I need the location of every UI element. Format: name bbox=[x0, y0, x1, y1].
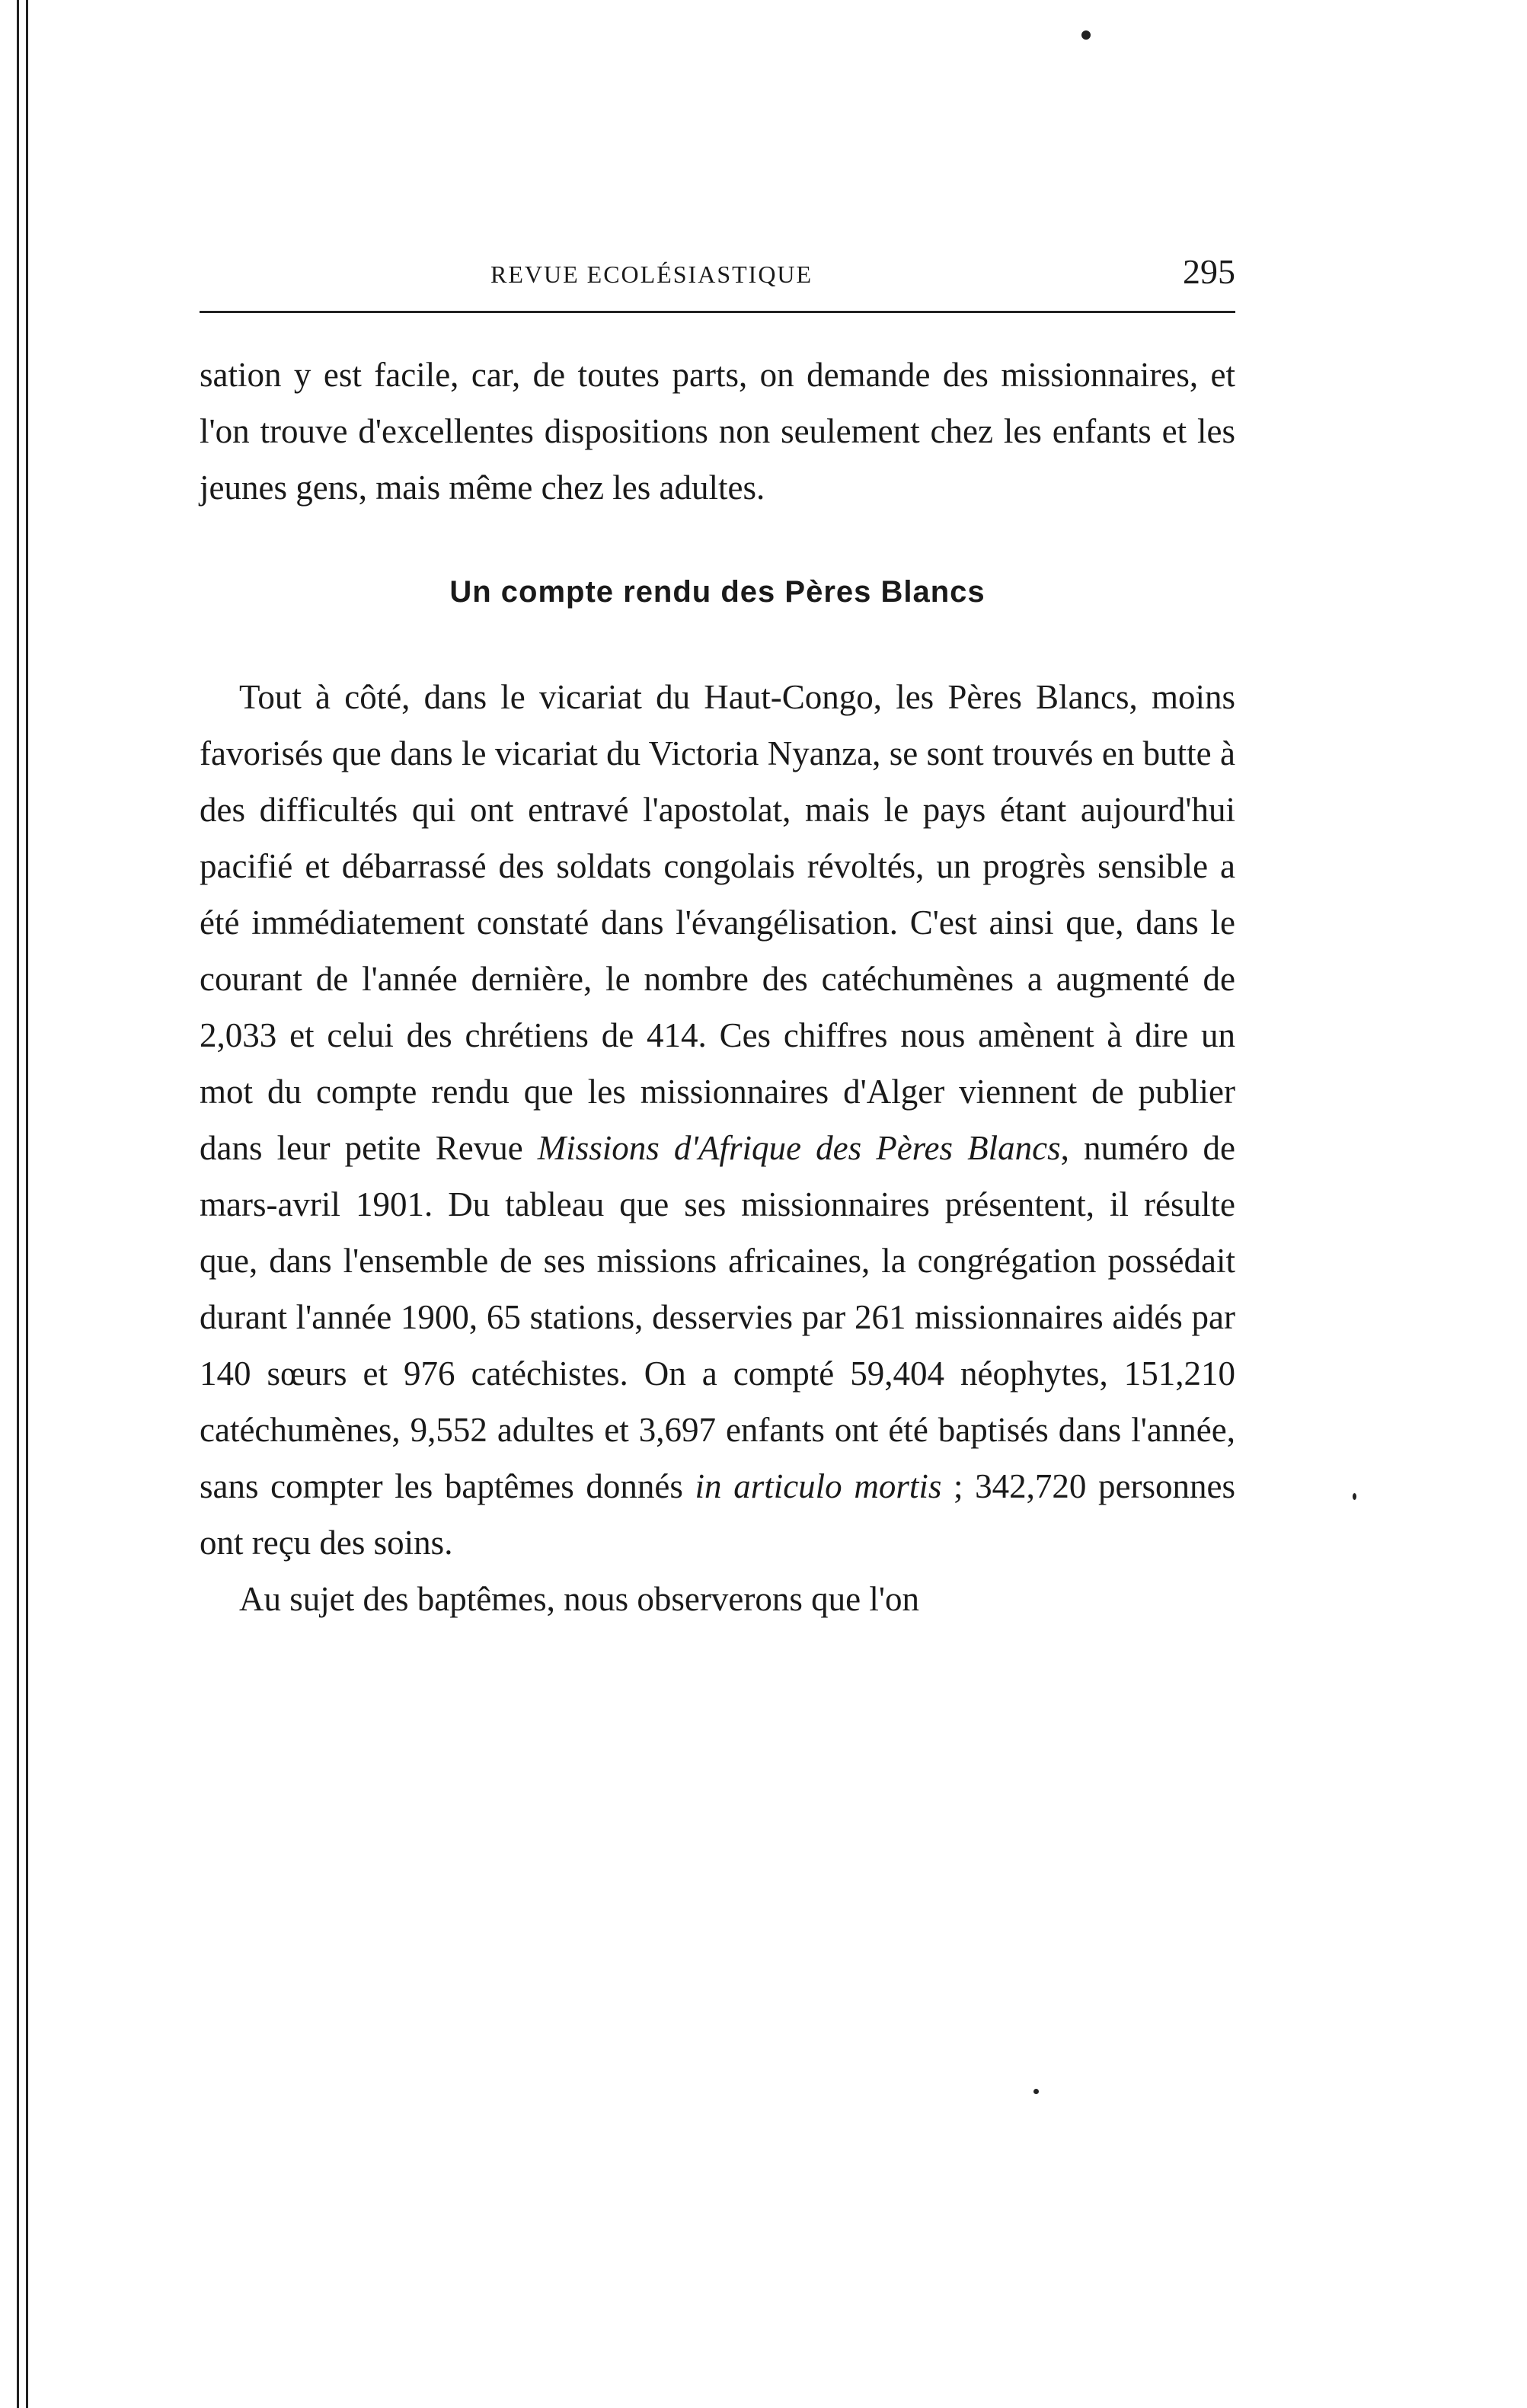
section-heading: Un compte rendu des Pères Blancs bbox=[449, 575, 986, 609]
binding-edge-line-1 bbox=[17, 0, 19, 2408]
paragraph-text: , numéro de mars-avril 1901. Du tableau que ses missionnaires présentent, il résulte que, dans l'ensemble de ses missions africaines, la congrégation possédait durant l'année 1900, 65 stations, desservies par 261 missionnaires aidés par 140 sœurs et 976 catéchistes. On a compté 59,404 néophytes, 151,210 catéchumènes, 9,552 adultes et 3,697 enfants ont été baptisés dans l'année, sans compter les baptêmes donnés bbox=[200, 1129, 1236, 1505]
latin-phrase: in articulo mortis bbox=[695, 1467, 942, 1505]
paragraph-text: ; 342,720 personnes ont reçu des soins. bbox=[200, 1467, 1235, 1562]
paragraph-peres-blancs bbox=[200, 669, 1235, 1571]
paragraph-text: Tout à côté, dans le vicariat du Haut-Congo, les Pères Blancs, moins favorisés que dans le vicariat du Victoria Nyanza, se sont trouvés en butte à des difficultés qui ont entravé l'apostolat, mais le pays étant aujourd'hui pacifié et débarrassé des soldats congolais révoltés, un progrès sensible a été immédiatement constaté dans l'évangélisation. C'est ainsi que, dans le courant de l'année dernière, le nombre des catéchumènes a augmenté de 2,033 et celui des chrétiens de 414. Ces chiffres nous amènent à dire un mot du compte rendu que les missionnaires d'Alger viennent de publier dans leur petite Revue bbox=[200, 678, 1235, 1167]
page-content bbox=[200, 251, 1235, 1627]
binding-edge-line-2 bbox=[26, 0, 28, 2408]
paragraph-continuation: sation y est facile, car, de toutes parts, on demande des missionnaires, et l'on trouve d'excellentes dispositions non seulement chez les enfants et les jeunes gens, mais même chez les adultes. bbox=[200, 356, 1235, 507]
ink-speck bbox=[1353, 1493, 1356, 1500]
running-head bbox=[200, 251, 1235, 305]
running-head-title: REVUE ECOLÉSIASTIQUE bbox=[490, 261, 813, 288]
ink-speck bbox=[1081, 30, 1091, 40]
ink-speck bbox=[1033, 2089, 1039, 2094]
header-rule bbox=[200, 311, 1235, 313]
journal-title: Missions d'Afrique des Pères Blancs bbox=[537, 1129, 1061, 1167]
paragraph-baptemes: Au sujet des baptêmes, nous observerons que l'on bbox=[239, 1580, 919, 1618]
page-number: 295 bbox=[1183, 252, 1235, 291]
